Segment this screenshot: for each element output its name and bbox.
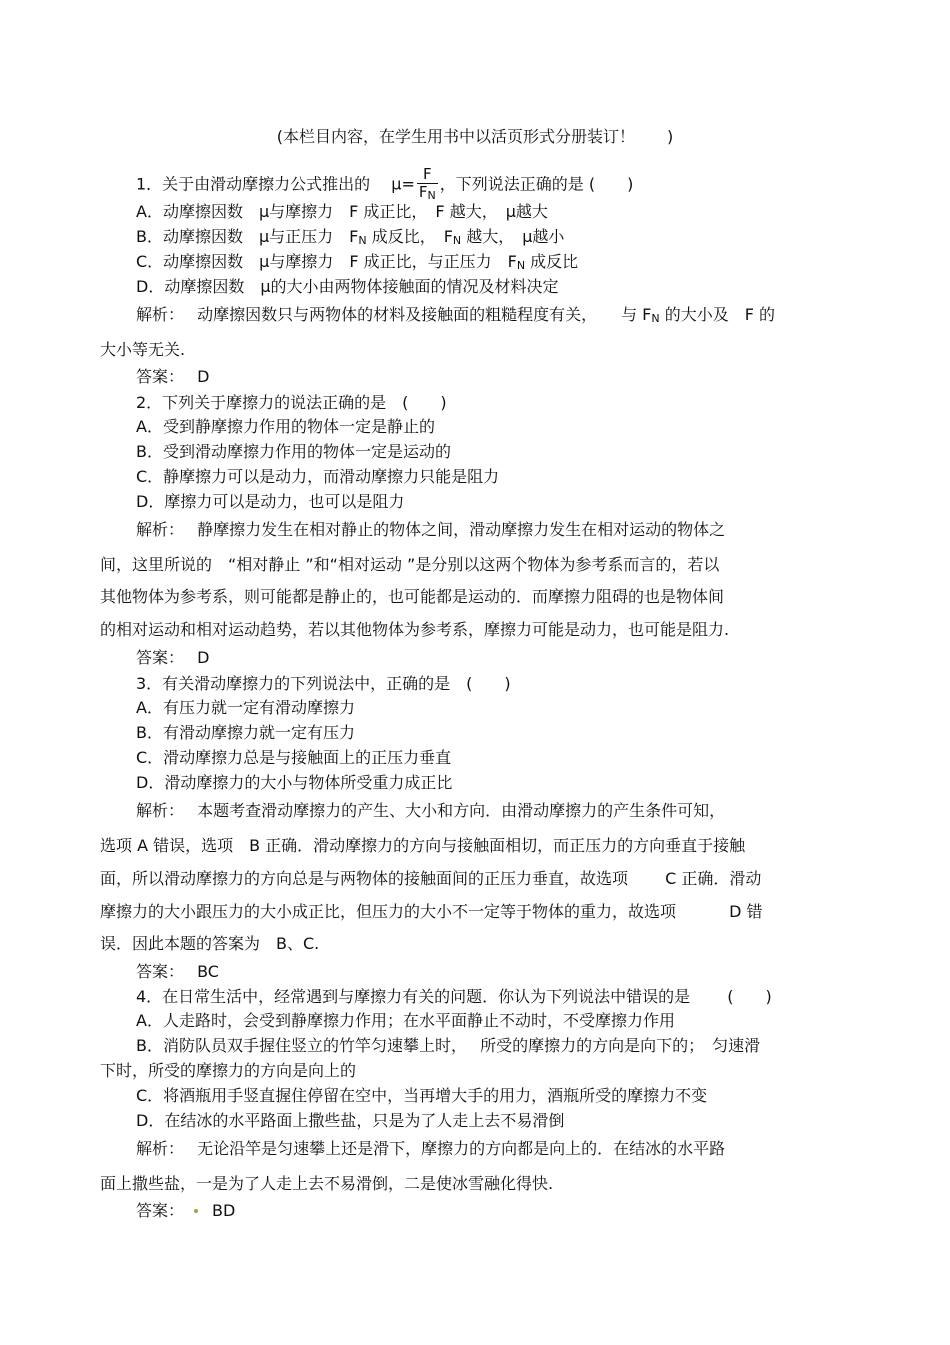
option-c-text-1: C．动摩擦因数 μ与摩擦力 F 成正比，与正压力 F [136, 252, 517, 271]
question-3-stem: 3．有关滑动摩擦力的下列说法中，正确的是 ( ) [136, 674, 511, 693]
option-b-subscript-2: N [452, 234, 462, 247]
question-2-stem: 2．下列关于摩擦力的说法正确的是 ( ) [136, 393, 447, 412]
question-4-explanation-line-2: 面上撒些盐，一是为了人走上去不易滑倒，二是使冰雪融化得快. [100, 1174, 554, 1193]
page-header: (本栏目内容，在学生用书中以活页形式分册装订！ ) [276, 127, 674, 146]
question-1-answer: 答案： D [136, 367, 210, 386]
question-3-explanation-line-4: 摩擦力的大小跟压力的大小成正比，但压力的大小不一定等于物体的重力，故选项 D 错 [100, 902, 763, 921]
answer-value: BD [212, 1201, 236, 1220]
question-1-option-a: A．动摩擦因数 μ与摩擦力 F 成正比， F 越大， μ越大 [136, 202, 548, 221]
question-4-explanation-line-1: 解析： 无论沿竿是匀速攀上还是滑下，摩擦力的方向都是向上的．在结冰的水平路 [136, 1139, 726, 1158]
question-4-option-b-line-2: 下时，所受的摩擦力的方向是向上的 [100, 1061, 357, 1080]
question-1-stem-after: ，下列说法正确的是 ( ) [439, 174, 634, 194]
fraction-numerator: F [417, 166, 438, 184]
fraction-denominator-subscript: N [427, 189, 436, 202]
question-2-option-c: C．静摩擦力可以是动力，而滑动摩擦力只能是阻力 [136, 467, 500, 486]
question-3-explanation-line-2: 选项 A 错误，选项 B 正确．滑动摩擦力的方向与接触面相切，而正压力的方向垂直于接触 [100, 836, 746, 855]
question-3-option-a: A．有压力就一定有滑动摩擦力 [136, 698, 355, 717]
question-4-option-b-line-1: B．消防队员双手握住竖立的竹竿匀速攀上时， 所受的摩擦力的方向是向下的； 匀速滑 [136, 1036, 761, 1055]
question-1-option-d: D．动摩擦因数 μ的大小由两物体接触面的情况及材料决定 [136, 277, 559, 296]
option-c-text-2: 成反比 [525, 252, 579, 271]
explanation-subscript: N [651, 312, 660, 325]
option-b-text-3: 越大， μ越小 [461, 227, 565, 246]
question-4-option-c: C．将酒瓶用手竖直握住停留在空中，当再增大手的用力，酒瓶所受的摩擦力不变 [136, 1086, 708, 1105]
mu-formula-fraction [417, 166, 438, 204]
question-1-explanation-line-2: 大小等无关. [100, 340, 186, 359]
question-1-stem-before: 1．关于由滑动摩擦力公式推出的 μ= [136, 174, 415, 194]
question-2-option-a: A．受到静摩擦力作用的物体一定是静止的 [136, 417, 435, 436]
question-3-answer: 答案： BC [136, 962, 219, 981]
decorative-dot-icon [194, 1209, 198, 1213]
fraction-denominator-symbol: F [418, 183, 428, 201]
question-2-explanation-line-1: 解析： 静摩擦力发生在相对静止的物体之间，滑动摩擦力发生在相对运动的物体之 [136, 520, 726, 539]
question-1-option-c [136, 251, 578, 277]
question-4-answer [136, 1200, 235, 1222]
question-3-explanation-line-3: 面，所以滑动摩擦力的方向总是与两物体的接触面间的正压力垂直，故选项 C 正确．滑动 [100, 869, 762, 888]
question-3-explanation-line-5: 误．因此本题的答案为 B、C. [100, 934, 320, 953]
question-3-explanation-line-1: 解析： 本题考查滑动摩擦力的产生、大小和方向．由滑动摩擦力的产生条件可知， [136, 801, 726, 820]
option-c-subscript: N [516, 259, 526, 272]
question-4-option-d: D．在结冰的水平路面上撒些盐，只是为了人走上去不易滑倒 [136, 1111, 565, 1130]
question-2-option-b: B．受到滑动摩擦力作用的物体一定是运动的 [136, 442, 451, 461]
option-b-subscript-1: N [358, 234, 367, 247]
question-3-option-b: B．有滑动摩擦力就一定有压力 [136, 723, 355, 742]
question-2-answer: 答案： D [136, 648, 210, 667]
question-3-option-d: D．滑动摩擦力的大小与物体所受重力成正比 [136, 773, 453, 792]
answer-label: 答案： [136, 1201, 185, 1220]
question-2-explanation-line-2: 间，这里所说的 “相对静止 ”和“相对运动 ”是分别以这两个物体为参考系而言的，若以 [100, 555, 720, 574]
question-1-explanation-line-1 [136, 304, 775, 330]
explanation-text-1: 解析： 动摩擦因数只与两物体的材料及接触面的粗糙程度有关， 与 F [136, 305, 652, 324]
question-2-explanation-line-4: 的相对运动和相对运动趋势，若以其他物体为参考系，摩擦力可能是动力，也可能是阻力. [100, 620, 730, 639]
question-2-option-d: D．摩擦力可以是动力，也可以是阻力 [136, 492, 405, 511]
question-4-stem: 4．在日常生活中，经常遇到与摩擦力有关的问题．你认为下列说法中错误的是 ( ) [136, 987, 772, 1006]
question-3-option-c: C．滑动摩擦力总是与接触面上的正压力垂直 [136, 748, 452, 767]
question-1-option-b [136, 226, 564, 252]
question-4-option-a: A．人走路时，会受到静摩擦力作用；在水平面静止不动时，不受摩擦力作用 [136, 1011, 675, 1030]
question-2-explanation-line-3: 其他物体为参考系，则可能都是静止的，也可能都是运动的．而摩擦力阻碍的也是物体间 [100, 587, 725, 606]
explanation-text-2: 的大小及 F 的 [659, 305, 776, 324]
option-b-text-2: 成反比， F [366, 227, 453, 246]
option-b-text-1: B．动摩擦因数 μ与正压力 F [136, 227, 359, 246]
question-1-stem [136, 166, 633, 204]
